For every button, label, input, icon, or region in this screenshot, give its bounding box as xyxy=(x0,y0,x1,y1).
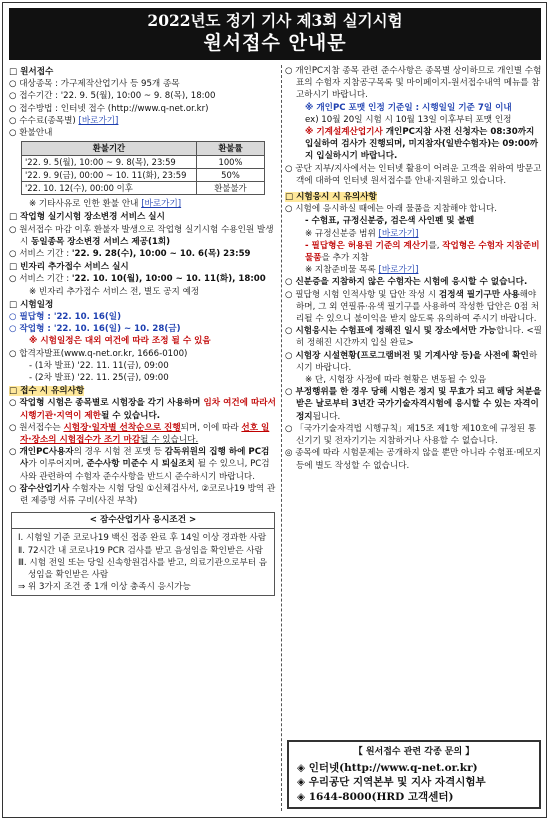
facility-note: ※ 단, 시험장 사정에 따라 현황은 변동될 수 있음 xyxy=(305,375,487,386)
announcement-second: - (2차 발표) '22. 11. 25(금), 09:00 xyxy=(29,373,169,384)
condition-item: Ⅰ. 시험일 기준 코로나19 백신 접종 완료 후 14일 이상 경과한 사람 xyxy=(18,533,267,544)
pc-text: 의 경우 시험 전 포맷 등 xyxy=(73,447,165,458)
diving-conditions-box xyxy=(11,512,275,596)
diving-text: 수험자는 시험 당일 ①신체검사서, ②코로나19 방역 관련 제증명 서류 구비(사진 부착) xyxy=(20,483,276,507)
cheating-rule-bold: ○ 부정행위를 한 경우 당해 시험은 정지 및 무효가 되고 해당 처분을 받은 날로부터 3년간 국가기술자격시험에 응시할 수 있는 자격이 정지 xyxy=(285,387,542,422)
prep-items-red: 작업형은 수험자 지참준비물품 xyxy=(305,240,540,264)
venue-change-text: ○ 원서접수 마감 이후 환불자 발생으로 작업형 실기시험 수용인원 발생 시 xyxy=(9,224,274,247)
mech-design-label: ※ 기계설계산업기사 xyxy=(305,127,383,138)
venue-rule xyxy=(285,325,543,349)
announcement: ○ 합격자발표(www.q-net.or.kr, 1666-0100) xyxy=(9,348,188,359)
contact-internet: ◈ 인터넷(http://www.q-net.or.kr) xyxy=(297,761,478,774)
notice-page xyxy=(2,2,547,818)
venue-rule-bold: ○ 시험응시는 수험표에 정해진 일시 및 장소에서만 가능 xyxy=(285,326,497,337)
contact-phone: ◈ 1644-8000(HRD 고객센터) xyxy=(297,790,454,803)
refund-cell: 환불불가 xyxy=(196,182,264,195)
section-venue-change: □ 작업형 실기시험 장소변경 서비스 실시 xyxy=(9,212,165,223)
contact-title: 【 원서접수 관련 각종 문의 】 xyxy=(353,747,475,757)
refund-note-label: ※ 기타사유로 인한 환불 안내 xyxy=(29,199,142,210)
item-target: ○ 대상종목 : 가구제작산업기사 등 95개 종목 xyxy=(9,79,180,90)
id-required: ○ 신분증을 지참하지 않은 수험자는 시험에 응시할 수 없습니다. xyxy=(285,277,528,288)
calculator-mid: 를, xyxy=(428,240,443,251)
schedule-written: ○ 필답형 : '22. 10. 16(일) xyxy=(9,312,121,323)
firstcome-red: 시험장·일자별 선착순으로 진행 xyxy=(63,422,181,433)
calculator-red: - 필답형은 허용된 기준의 계산기 xyxy=(305,240,429,251)
fee-label: ○ 수수료(종목별) xyxy=(9,115,79,126)
prep-list-link[interactable]: [바로가기] xyxy=(378,265,419,276)
pc-check: 감독위원의 집행 하에 PC검사 xyxy=(20,447,270,470)
condition-item: Ⅱ. 72시간 내 코로나19 PCR 검사를 받고 음성임을 확인받은 사람 xyxy=(18,545,263,556)
firstcome-end: 될 수 있습니다. xyxy=(140,435,199,446)
extra-note: ※ 빈자리 추가접수 서비스 전, 별도 공지 예정 xyxy=(29,286,200,297)
section-caution-label: □ 접수 시 유의사항 xyxy=(9,386,85,397)
bring-list: - 수험표, 규정신분증, 검은색 사인펜 및 볼펜 xyxy=(305,216,475,227)
prep-list-label: ※ 지참준비물 목록 xyxy=(305,265,379,276)
section-application: □ 원서접수 xyxy=(9,67,54,77)
venue-change-desc xyxy=(9,224,277,248)
venue-period-value: '22. 9. 28(수), 10:00 ~ 10. 6(목) 23:59 xyxy=(71,249,251,260)
caution-firstcome xyxy=(9,422,277,446)
refund-cell: 50% xyxy=(196,169,264,182)
pen-rule xyxy=(285,289,543,326)
right-column xyxy=(285,65,543,813)
firstcome-mid: 되며, 이에 따라 xyxy=(180,422,242,433)
diving-label: ○ 잠수산업기사 xyxy=(9,483,70,494)
device-rule: ○ 「국가기술자격법 시행규칙」제15조 제1항 제10호에 규정된 통신기기 및 전자기기는 지참하거나 사용할 수 없습니다. xyxy=(285,423,537,447)
caution-venue-red: 임차 여건에 따라서 시행기관·지역이 제한 xyxy=(20,398,276,421)
pen-rule-text: ○ 필답형 시험 인적사항 및 답안 작성 시 xyxy=(285,289,439,300)
pen-rule-end: 해야 하며, 그 외 연필류·유색 필기구를 사용하여 작성한 답안은 0점 처리될 수 있으니 불이익을 받지 않도록 유의하여 주시기 바랍니다. xyxy=(296,289,540,325)
pc-user: ○ 개인PC사용자 xyxy=(9,447,74,458)
pen-rule-bold: 검정색 필기구만 사용 xyxy=(438,289,520,300)
firstcome-red-2: 선호 일자·장소의 시험접수가 조기 마감 xyxy=(20,422,270,446)
item-refund: ○ 환불안내 xyxy=(9,128,53,139)
calculator-end: 을 추가 지참 xyxy=(321,253,369,264)
condition-summary: ⇒ 위 3가지 조건 중 1개 이상 충족시 응시가능 xyxy=(18,582,191,593)
refund-table xyxy=(21,141,265,195)
calculator-note xyxy=(285,240,543,264)
branch-support: ○ 공단 지부/지사에서는 인터넷 활용이 어려운 고객을 위하여 방문고객에 대하여 인터넷 원서접수를 안내·지원하고 있습니다. xyxy=(285,163,542,186)
refund-cell: '22. 10. 12(수), 00:00 이후 xyxy=(22,182,197,195)
title-banner xyxy=(9,8,541,60)
notice-subtitle: 원서접수 안내문 xyxy=(203,32,347,54)
refund-header-rate: 환불률 xyxy=(196,142,264,156)
section-extra-application: □ 빈자리 추가접수 서비스 실시 xyxy=(9,262,129,273)
pc-text-3: 될 수 있으니, PC검사와 관련하여 수험자 준수사항을 반드시 준수하시기 바랍니다. xyxy=(20,459,270,482)
facility-check-bold: ○ 시험장 시설현황(프로그램버전 및 기계사양 등)을 사전에 확인 xyxy=(285,350,529,361)
refund-cell: 100% xyxy=(196,156,264,169)
item-period: ○ 접수기간 : '22. 9. 5(월), 10:00 ~ 9. 8(목), 18:00 xyxy=(9,91,216,102)
table-row xyxy=(22,169,265,182)
venue-period-label: ○ 서비스 기간 : xyxy=(9,249,72,260)
question-rule: ◎ 종목에 따라 시험문제는 공개하지 않을 뿐만 아니라 수험표·메모지 등에 별도 작성할 수 없습니다. xyxy=(285,448,542,471)
diving-conditions-title: < 잠수산업기사 응시조건 > xyxy=(12,513,274,529)
format-example: ex) 10월 20일 시험 시 10월 13일 이후부터 포맷 인정 xyxy=(305,114,512,125)
column-divider xyxy=(281,65,282,811)
cheating-rule xyxy=(285,386,543,423)
caution-pc xyxy=(9,446,277,483)
item-fee xyxy=(9,115,277,127)
caution-venue-end: 될 수 있습니다. xyxy=(100,410,161,421)
contact-branch: ◈ 우리공단 지역본부 및 지사 자격시험부 xyxy=(297,776,486,788)
announcement-first: - (1차 발표) '22. 11. 11(금), 09:00 xyxy=(29,360,169,371)
caution-venue-text: ○ 작업형 시험은 종목별로 시험장을 각기 사용하며 xyxy=(9,398,204,409)
pc-text-2: 가 이루어지며, xyxy=(28,459,87,470)
item-method: ○ 접수방법 : 인터넷 접수 (http://www.q-net.or.kr) xyxy=(9,103,209,114)
extra-period-label: ○ 서비스 기간 : xyxy=(9,274,72,285)
extra-period xyxy=(9,273,277,285)
refund-note xyxy=(9,198,277,210)
refund-link[interactable]: [바로가기] xyxy=(141,199,182,210)
section-caution xyxy=(9,385,277,397)
section-exam-caution xyxy=(285,191,543,203)
prep-list xyxy=(285,264,543,276)
condition-item: Ⅲ. 시험 전일 또는 당일 신속항원검사를 받고, 의료기관으로부터 음성임을 확인받은 사람 xyxy=(18,557,268,580)
cheating-rule-end: 됩니다. xyxy=(312,411,341,422)
refund-header-period: 환불기간 xyxy=(22,142,197,156)
table-row xyxy=(22,182,265,195)
bring-items: ○ 시험에 응시하실 때에는 아래 물품을 지참해야 합니다. xyxy=(285,204,497,215)
pc-notice: ○ 개인PC지참 종목 관련 준수사항은 종목별 상이하므로 개인별 수험표의 수험자 지참공구목록 및 마이페이지-원서접수내역 메뉴를 참고하시기 바랍니다. xyxy=(285,66,542,101)
table-row xyxy=(22,156,265,169)
mech-design-notice xyxy=(285,126,543,163)
extra-period-value: '22. 10. 10(월), 10:00 ~ 10. 11(화), 18:00 xyxy=(71,274,266,285)
schedule-note: ※ 시험일정은 대외 여건에 따라 조정 될 수 있음 xyxy=(29,336,211,347)
contact-box xyxy=(287,740,541,809)
id-range-link[interactable]: [바로가기] xyxy=(378,228,419,239)
fee-link[interactable]: [바로가기] xyxy=(78,115,119,126)
caution-diving xyxy=(9,483,277,507)
left-column xyxy=(9,65,277,813)
schedule-practical: ○ 작업형 : '22. 10. 16(일) ~ 10. 28(금) xyxy=(9,324,181,335)
id-range xyxy=(285,228,543,240)
mech-design-text: 개인PC지참 사전 신청자는 08:30까지 입실하여 검사가 진행되며, 미지참자(일반수험자)는 09:00까지 입실하시기 바랍니다. xyxy=(305,127,539,162)
venue-change-period xyxy=(9,248,277,260)
refund-cell: '22. 9. 5(월), 10:00 ~ 9. 8(목), 23:59 xyxy=(22,156,197,169)
refund-cell: '22. 9. 9(금), 00:00 ~ 10. 11(화), 23:59 xyxy=(22,169,197,182)
caution-venue xyxy=(9,397,277,421)
venue-rule-end: 합니다. <필히 정해진 시간까지 입실 완료> xyxy=(296,326,542,349)
section-schedule: □ 시험일정 xyxy=(9,299,54,310)
firstcome-text: ○ 원서접수는 xyxy=(9,422,64,433)
venue-change-bold: 동일종목 장소변경 서비스 제공(1회) xyxy=(31,236,171,247)
section-exam-caution-label: □ 시험응시 시 유의사항 xyxy=(285,192,377,203)
notice-title: 2022년도 정기 기사 제3회 실기시험 xyxy=(147,11,403,30)
pc-expel: 준수사항 미준수 시 퇴실조치 xyxy=(86,459,195,470)
id-range-label: ※ 규정신분증 범위 xyxy=(305,228,379,239)
format-rule: ※ 개인PC 포맷 인정 기준일 : 시행일일 기준 7일 이내 xyxy=(305,102,512,113)
facility-check xyxy=(285,350,543,374)
facility-check-end: 하시기 바랍니다. xyxy=(296,350,538,373)
